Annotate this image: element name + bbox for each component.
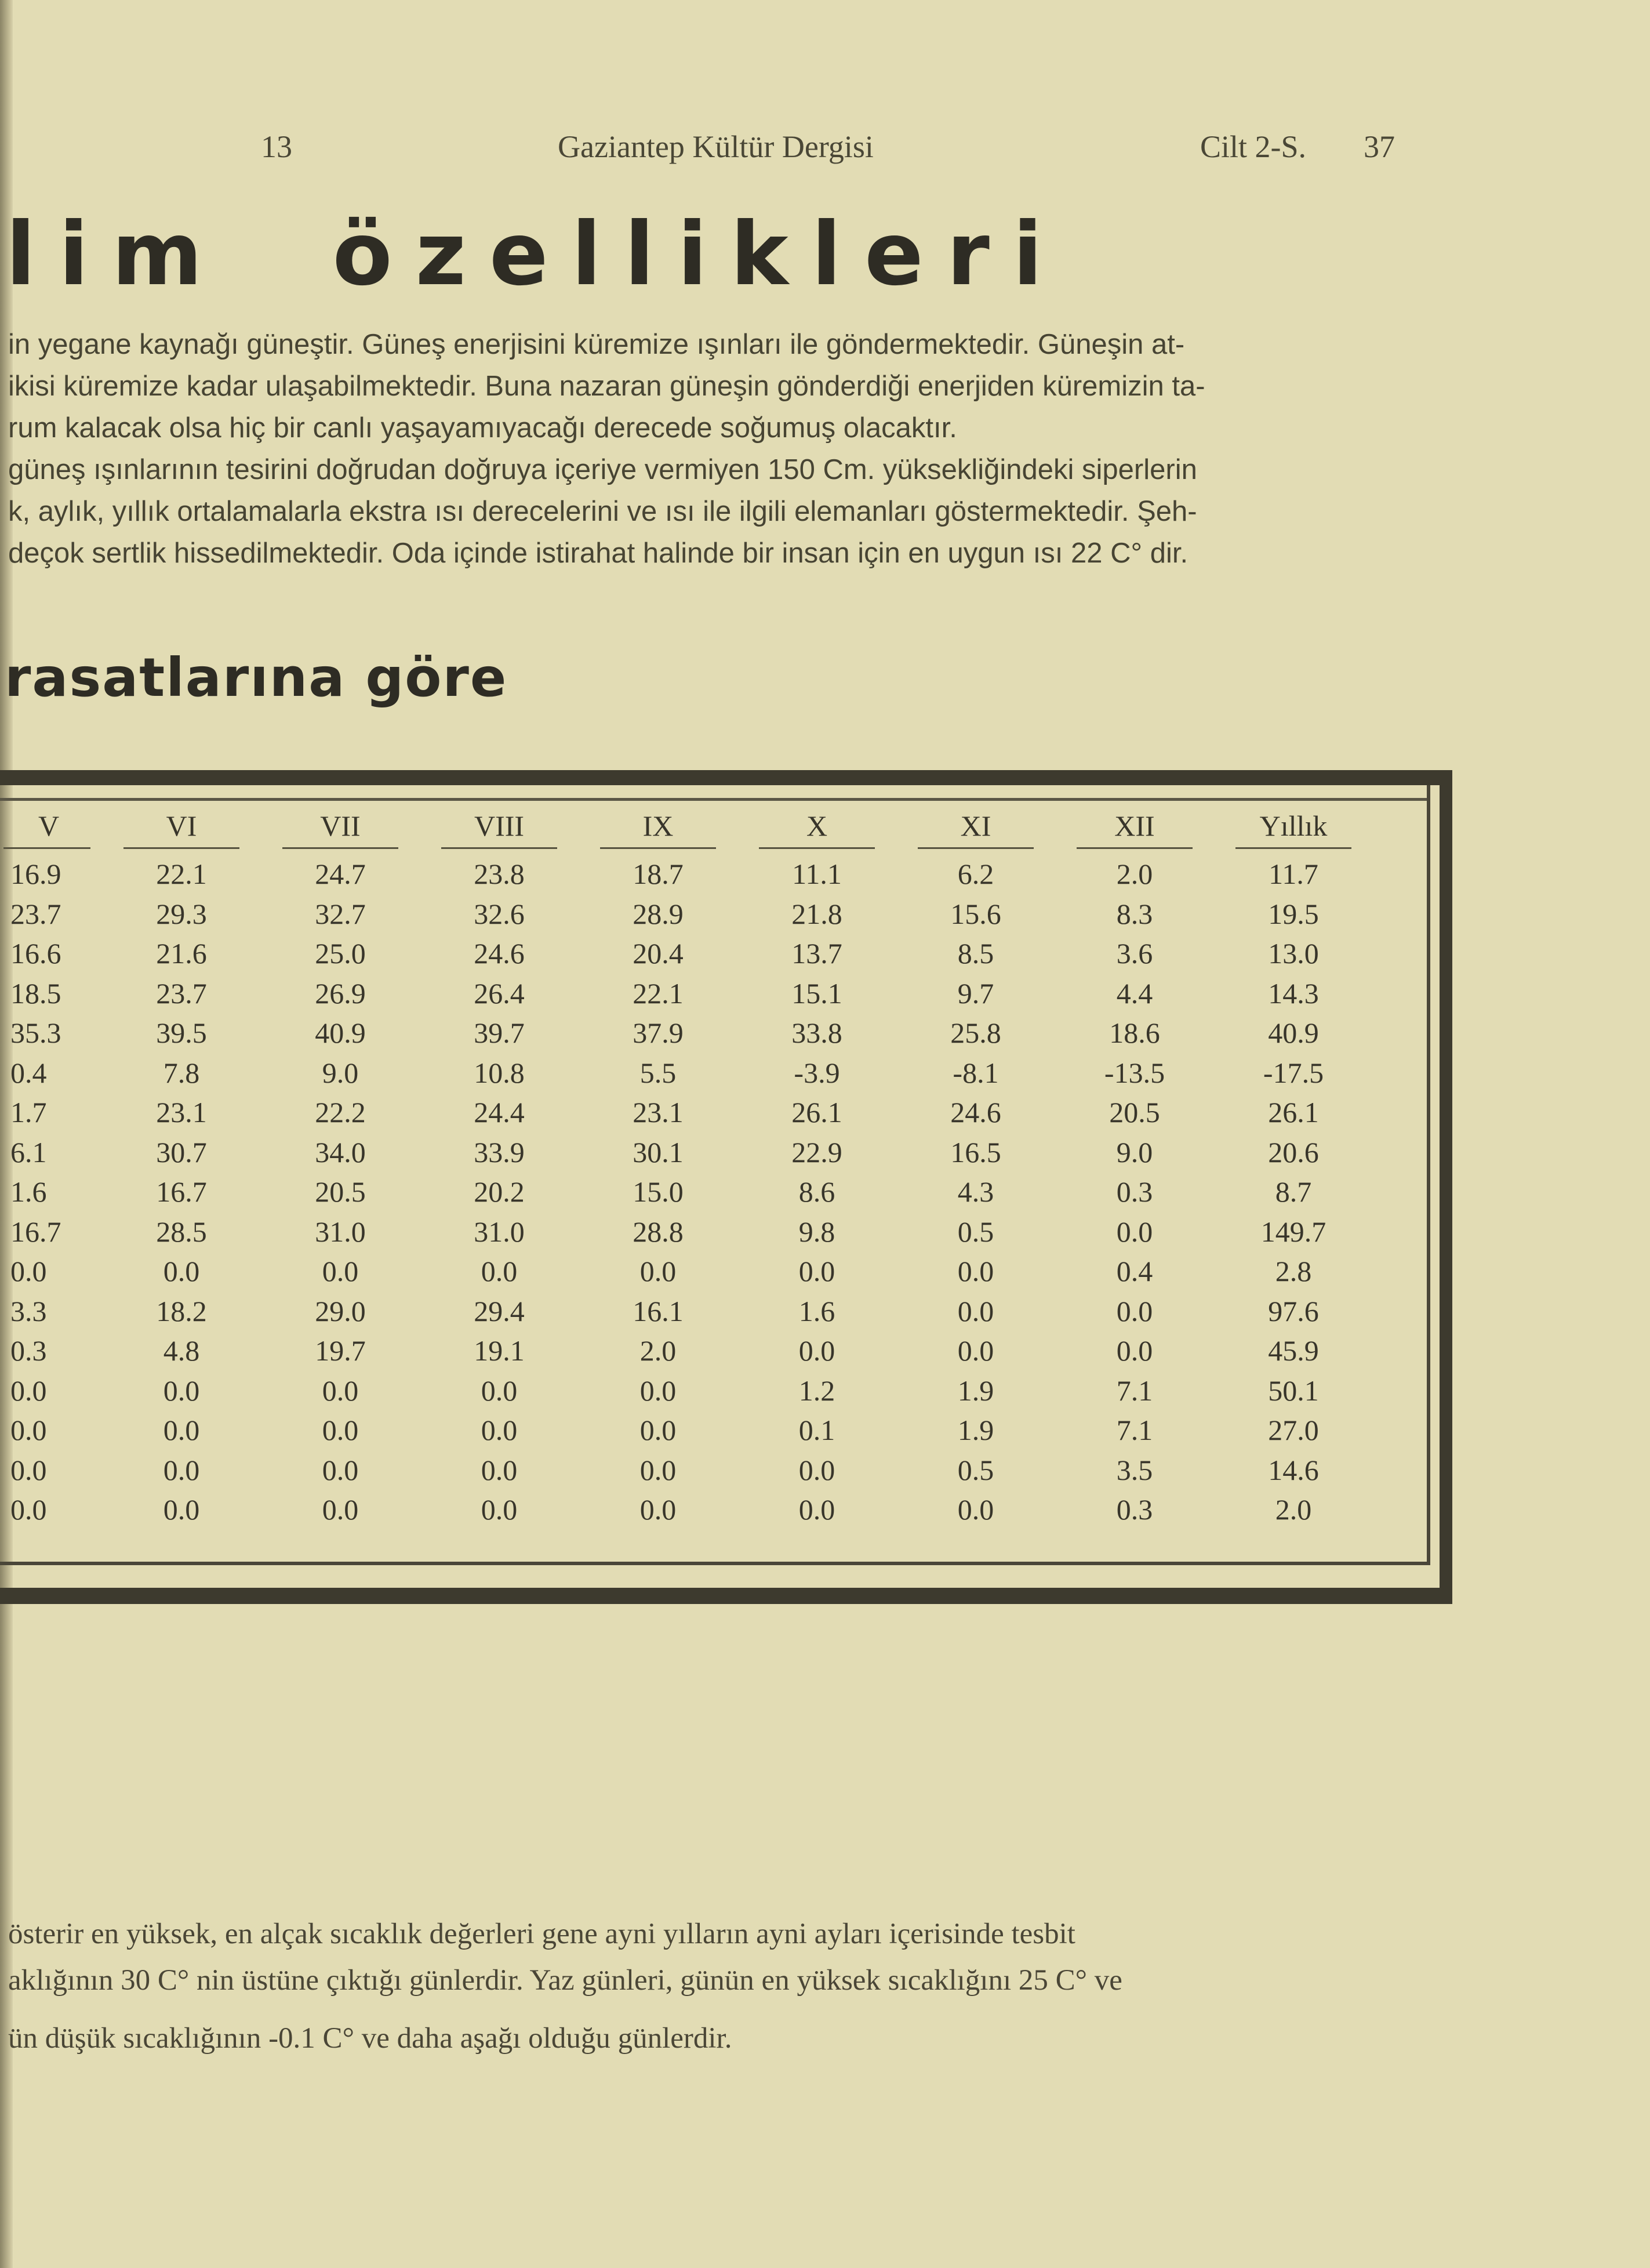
table-cell: 33.9	[474, 1135, 525, 1169]
table-cell: 4.3	[957, 1175, 994, 1209]
table-cell: 0.0	[10, 1374, 47, 1407]
column-header-label: IX	[642, 809, 674, 842]
table-cell: 9.8	[798, 1215, 835, 1248]
frame-inner-right-rule	[1427, 785, 1430, 1565]
table-cell: 0.0	[1116, 1215, 1153, 1248]
table-row	[3, 1490, 1373, 1530]
section-subtitle: rasatlarına göre	[5, 647, 508, 709]
column-header-label: XI	[960, 809, 991, 842]
table-cell: 0.0	[163, 1374, 200, 1407]
column-header	[3, 803, 102, 854]
issue-number: 37	[1364, 129, 1395, 164]
intro-line: ikisi küremize kadar ulaşabilmektedir. Buna nazaran güneşin gönderdiği enerjiden küremizin ta-	[8, 371, 1205, 402]
table-cell: 0.0	[798, 1493, 835, 1526]
table-cell: 0.0	[322, 1414, 359, 1447]
table-cell: 8.3	[1116, 897, 1153, 930]
table-cell: 0.0	[481, 1374, 518, 1407]
table-cell: 19.7	[315, 1334, 366, 1367]
table-cell: 14.3	[1268, 977, 1319, 1010]
table-cell: 20.6	[1268, 1135, 1319, 1169]
table-cell: 5.5	[639, 1056, 677, 1089]
footer-line: aklığının 30 C° nin üstüne çıktığı günlerdir. Yaz günleri, günün en yüksek sıcaklığını 25 C° ve	[8, 1964, 1122, 1997]
table-cell: 16.7	[10, 1215, 61, 1248]
table-cell: 1.6	[10, 1175, 47, 1209]
footer-line: ün düşük sıcaklığının -0.1 C° ve daha aşağı olduğu günlerdir.	[8, 2022, 732, 2055]
table-cell: 0.0	[639, 1453, 677, 1486]
table-cell: 24.4	[474, 1096, 525, 1129]
table-cell: 45.9	[1268, 1334, 1319, 1367]
column-header-label: Yıllık	[1259, 809, 1328, 842]
table-cell: 28.8	[633, 1215, 684, 1248]
table-row	[3, 934, 1373, 974]
column-header	[1214, 803, 1373, 854]
table-cell: 16.1	[633, 1294, 684, 1327]
table-cell: 7.1	[1116, 1414, 1153, 1447]
table-cell: 34.0	[315, 1135, 366, 1169]
table-cell: 2.0	[639, 1334, 677, 1367]
page-number: 13	[261, 129, 292, 164]
table-cell: 20.4	[633, 937, 684, 970]
table-cell: 16.9	[10, 858, 61, 891]
table-row	[3, 1133, 1373, 1173]
table-row	[3, 1291, 1373, 1331]
table-cell: 7.8	[163, 1056, 200, 1089]
table-cell: 0.0	[481, 1453, 518, 1486]
table-cell: 2.0	[1116, 858, 1153, 891]
table-cell: 28.5	[156, 1215, 207, 1248]
table-cell: 1.9	[957, 1374, 994, 1407]
table-cell: 0.5	[957, 1215, 994, 1248]
table-row	[3, 894, 1373, 934]
table-cell: 3.3	[10, 1294, 47, 1327]
table-cell: 26.4	[474, 977, 525, 1010]
table-cell: -17.5	[1263, 1056, 1324, 1089]
table-cell: 39.5	[156, 1017, 207, 1050]
table-cell: 0.0	[1116, 1294, 1153, 1327]
table-cell: 7.1	[1116, 1374, 1153, 1407]
table-row	[3, 1410, 1373, 1450]
footer-paragraph	[8, 1911, 1122, 2062]
table-cell: 9.0	[1116, 1135, 1153, 1169]
table-cell: 16.5	[950, 1135, 1001, 1169]
table-cell: 18.2	[156, 1294, 207, 1327]
table-cell: 20.2	[474, 1175, 525, 1209]
table-cell: 20.5	[1109, 1096, 1160, 1129]
table-cell: 0.4	[1116, 1255, 1153, 1288]
table-row	[3, 1331, 1373, 1371]
column-header	[579, 803, 737, 854]
table-cell: 0.0	[798, 1255, 835, 1288]
table-cell: 23.1	[633, 1096, 684, 1129]
frame-inner-top-rule	[0, 798, 1430, 801]
table-cell: 18.5	[10, 977, 61, 1010]
table-cell: 22.2	[315, 1096, 366, 1129]
table-cell: 19.5	[1268, 897, 1319, 930]
table-cell: 1.2	[798, 1374, 835, 1407]
table-cell: 0.0	[481, 1414, 518, 1447]
table-cell: 0.3	[1116, 1175, 1153, 1209]
table-row	[3, 1371, 1373, 1411]
running-header	[0, 129, 1650, 175]
table-cell: 0.0	[322, 1255, 359, 1288]
table-cell: 30.7	[156, 1135, 207, 1169]
column-header	[1055, 803, 1214, 854]
table-cell: 0.0	[798, 1453, 835, 1486]
table-cell: 25.8	[950, 1017, 1001, 1050]
table-cell: 0.0	[957, 1294, 994, 1327]
table-cell: 10.8	[474, 1056, 525, 1089]
table-header-row	[3, 803, 1373, 854]
column-header	[102, 803, 261, 854]
table-cell: 33.8	[791, 1017, 842, 1050]
table-cell: 0.0	[322, 1493, 359, 1526]
table-cell: 15.1	[791, 977, 842, 1010]
frame-bottom-rule	[0, 1588, 1452, 1604]
column-header-label: VII	[320, 809, 361, 842]
table-cell: 37.9	[633, 1017, 684, 1050]
table-cell: 27.0	[1268, 1414, 1319, 1447]
table-cell: 24.7	[315, 858, 366, 891]
column-header-label: VI	[166, 809, 197, 842]
column-header	[420, 803, 579, 854]
column-header	[737, 803, 896, 854]
journal-title: Gaziantep Kültür Dergisi	[558, 129, 874, 164]
column-header-label: VIII	[474, 809, 525, 842]
table-cell: 20.5	[315, 1175, 366, 1209]
table-cell: 0.0	[10, 1493, 47, 1526]
table-cell: 0.0	[322, 1453, 359, 1486]
table-cell: 29.4	[474, 1294, 525, 1327]
table-cell: 23.1	[156, 1096, 207, 1129]
table-cell: 16.6	[10, 937, 61, 970]
table-cell: 6.2	[957, 858, 994, 891]
table-cell: 149.7	[1260, 1215, 1326, 1248]
table-cell: 25.0	[315, 937, 366, 970]
table-cell: 29.0	[315, 1294, 366, 1327]
frame-top-rule	[0, 770, 1452, 785]
table-cell: 24.6	[950, 1096, 1001, 1129]
table-cell: 40.9	[1268, 1017, 1319, 1050]
table-cell: 30.1	[633, 1135, 684, 1169]
table-cell: 24.6	[474, 937, 525, 970]
table-cell: 32.7	[315, 897, 366, 930]
table-cell: 15.0	[633, 1175, 684, 1209]
column-header-label: XII	[1114, 809, 1155, 842]
table-cell: 4.8	[163, 1334, 200, 1367]
table-cell: 2.0	[1275, 1493, 1312, 1526]
table-cell: 0.0	[1116, 1334, 1153, 1367]
table-cell: 0.4	[10, 1056, 47, 1089]
table-cell: 0.0	[639, 1374, 677, 1407]
table-row	[3, 974, 1373, 1014]
intro-line: güneş ışınlarının tesirini doğrudan doğruya içeriye vermiyen 150 Cm. yüksekliğindeki siperlerin	[8, 454, 1197, 485]
table-cell: 0.5	[957, 1453, 994, 1486]
table-cell: -3.9	[794, 1056, 840, 1089]
table-cell: 8.7	[1275, 1175, 1312, 1209]
intro-line: deçok sertlik hissedilmektedir. Oda içinde istirahat halinde bir insan için en uygun ısı 22 C° dir.	[8, 538, 1189, 569]
table-cell: 97.6	[1268, 1294, 1319, 1327]
table-cell: 0.0	[10, 1255, 47, 1288]
table-cell: 31.0	[315, 1215, 366, 1248]
table-cell: 29.3	[156, 897, 207, 930]
column-header-label: V	[38, 809, 60, 842]
climate-data-table	[3, 803, 1373, 1530]
column-header	[896, 803, 1055, 854]
table-cell: 0.0	[957, 1255, 994, 1288]
table-cell: 0.0	[163, 1493, 200, 1526]
footer-line: österir en yüksek, en alçak sıcaklık değerleri gene ayni yılların ayni ayları içerisinde tesbit	[8, 1918, 1075, 1950]
frame-right-rule	[1440, 770, 1452, 1604]
table-cell: 11.1	[792, 858, 842, 891]
table-cell: 0.3	[10, 1334, 47, 1367]
table-cell: 35.3	[10, 1017, 61, 1050]
table-cell: 23.7	[10, 897, 61, 930]
table-cell: 22.1	[156, 858, 207, 891]
table-cell: 3.6	[1116, 937, 1153, 970]
table-cell: 40.9	[315, 1017, 366, 1050]
table-cell: 39.7	[474, 1017, 525, 1050]
table-cell: 0.0	[481, 1493, 518, 1526]
table-cell: 1.9	[957, 1414, 994, 1447]
table-cell: 21.8	[791, 897, 842, 930]
table-cell: 22.1	[633, 977, 684, 1010]
table-cell: -13.5	[1104, 1056, 1165, 1089]
table-cell: 26.9	[315, 977, 366, 1010]
table-cell: 31.0	[474, 1215, 525, 1248]
volume-label: Cilt 2-S.	[1200, 129, 1307, 164]
table-row	[3, 1450, 1373, 1490]
intro-line: in yegane kaynağı güneştir. Güneş enerjisini küremize ışınları ile göndermektedir. Güneşin at-	[8, 329, 1185, 360]
table-cell: 0.0	[957, 1334, 994, 1367]
table-row	[3, 1093, 1373, 1133]
table-cell: 14.6	[1268, 1453, 1319, 1486]
table-cell: 13.0	[1268, 937, 1319, 970]
table-row	[3, 1172, 1373, 1212]
table-cell: 0.3	[1116, 1493, 1153, 1526]
table-row	[3, 1251, 1373, 1291]
table-row	[3, 1053, 1373, 1093]
table-cell: 26.1	[791, 1096, 842, 1129]
table-cell: 0.1	[798, 1414, 835, 1447]
table-cell: 0.0	[322, 1374, 359, 1407]
table-cell: 16.7	[156, 1175, 207, 1209]
table-cell: 2.8	[1275, 1255, 1312, 1288]
table-cell: 32.6	[474, 897, 525, 930]
table-cell: 13.7	[791, 937, 842, 970]
table-cell: 18.7	[633, 858, 684, 891]
intro-paragraph	[8, 324, 1469, 574]
table-cell: 9.7	[957, 977, 994, 1010]
table-cell: 19.1	[474, 1334, 525, 1367]
table-cell: 15.6	[950, 897, 1001, 930]
table-row	[3, 1212, 1373, 1252]
table-cell: 8.6	[798, 1175, 835, 1209]
table-cell: 9.0	[322, 1056, 359, 1089]
frame-inner-bottom-rule	[0, 1562, 1430, 1565]
table-cell: 8.5	[957, 937, 994, 970]
table-cell: 1.6	[798, 1294, 835, 1327]
table-cell: 0.0	[798, 1334, 835, 1367]
table-cell: 0.0	[163, 1453, 200, 1486]
column-header	[261, 803, 420, 854]
table-cell: 0.0	[639, 1493, 677, 1526]
table-cell: 28.9	[633, 897, 684, 930]
table-cell: 0.0	[163, 1414, 200, 1447]
article-title: lim özellikleri	[6, 204, 1066, 305]
table-cell: 50.1	[1268, 1374, 1319, 1407]
table-cell: 21.6	[156, 937, 207, 970]
table-cell: 11.7	[1269, 858, 1318, 891]
table-cell: 26.1	[1268, 1096, 1319, 1129]
table-cell: 18.6	[1109, 1017, 1160, 1050]
table-cell: 0.0	[481, 1255, 518, 1288]
table-cell: 0.0	[163, 1255, 200, 1288]
table-cell: 6.1	[10, 1135, 47, 1169]
table-row	[3, 1013, 1373, 1053]
table-cell: -8.1	[953, 1056, 999, 1089]
table-cell: 23.8	[474, 858, 525, 891]
table-cell: 1.7	[10, 1096, 47, 1129]
table-cell: 0.0	[639, 1255, 677, 1288]
table-cell: 0.0	[957, 1493, 994, 1526]
intro-line: k, aylık, yıllık ortalamalarla ekstra ısı derecelerini ve ısı ile ilgili elemanları göstermektedir. Şeh-	[8, 496, 1197, 527]
table-cell: 23.7	[156, 977, 207, 1010]
column-header-label: X	[806, 809, 828, 842]
intro-line: rum kalacak olsa hiç bir canlı yaşayamıyacağı derecede soğumuş olacaktır.	[8, 412, 957, 444]
table-cell: 22.9	[791, 1135, 842, 1169]
table-cell: 4.4	[1116, 977, 1153, 1010]
table-cell: 0.0	[639, 1414, 677, 1447]
table-body	[3, 854, 1373, 1530]
table-cell: 3.5	[1116, 1453, 1153, 1486]
table-cell: 0.0	[10, 1414, 47, 1447]
table-cell: 0.0	[10, 1453, 47, 1486]
table-row	[3, 854, 1373, 894]
